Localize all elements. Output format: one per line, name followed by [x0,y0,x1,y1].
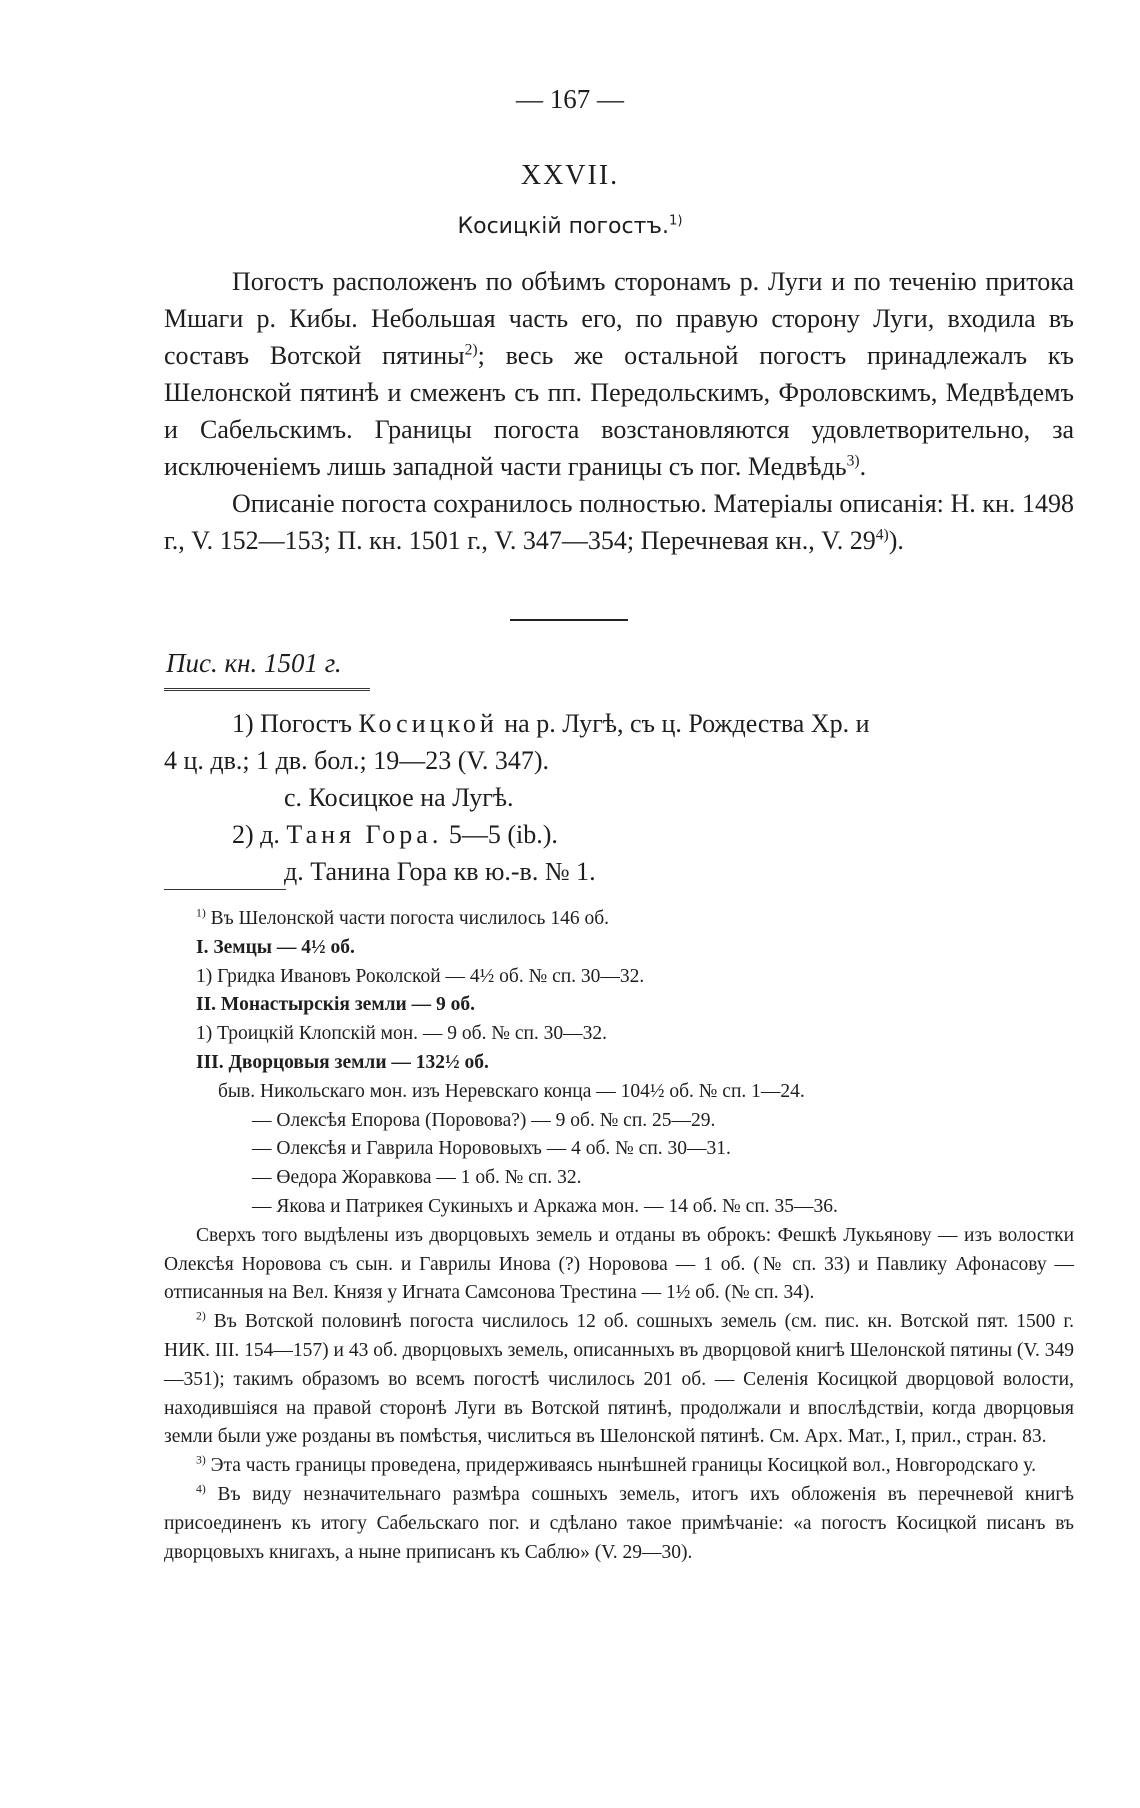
footnote-1-line-9: — Олексѣя и Гаврила Норововыхъ — 4 об. № сп. 30—31. [252,1138,731,1160]
footnote-rule [164,889,286,890]
section-heading-underline [164,688,370,691]
footnote-ref-2: 2) [464,341,478,359]
chapter-number: XXVII. [520,160,620,191]
main-text [164,263,1074,559]
footnote-1-line-5: 1) Троицкій Клопскій мон. — 9 об. № сп. 30—32. [196,1023,608,1045]
footnote-ref-1: 1) [668,213,683,229]
entries-list [164,705,1074,890]
footnote-1-line-1 [164,905,1074,934]
paragraph-2-text: Описаніе погоста сохранилось полностью. Матеріалы описанія: Н. кн. 1498 г., V. 152—153; П. кн. 1501 г., V. 347—354; Перечневая кн., V. 29 [164,489,1074,555]
footnote-ref-4: 4) [875,526,889,544]
footnote-1-line-10: — Өедора Жоравкова — 1 об. № сп. 32. [252,1167,582,1189]
entry-1-line-3: с. Косицкое на Лугѣ. [284,783,514,812]
paragraph-1-text-a: Погостъ расположенъ по обѣимъ сторонамъ р. Луги и по теченію притока Мшаги р. Кибы. Небольшая часть его, по правую сторону Луги, входила въ составъ Вотской пятины [164,267,1074,370]
entry-2-line-1 [164,816,1074,853]
footnote-1-line-6: III. Дворцовыя земли — 132½ об. [196,1051,489,1073]
entry-1-line-2: 4 ц. дв.; 1 дв. бол.; 19—23 (V. 347). [164,746,549,775]
footnote-4-mark: 4) [196,1482,206,1496]
footnote-2-text: Въ Вотской половинѣ погоста числилось 12 об. сошныхъ земель (см. пис. кн. Вотской пят. 1500 г. НИК. III. 154—157) и 43 об. дворцовыхъ земель, описанныхъ въ дворцовой книгѣ Шелонской пятины (V. 349—351); такимъ образомъ во всемъ погостѣ числилось 201 об. — Селенія Косицкой дворцовой волости, находившіяся на правой сторонѣ Луги въ Вотской пятинѣ, продолжали и впослѣдствіи, когда дворцовыя земли были уже розданы въ помѣстья, числиться въ Шелонской пятинѣ. См. Арх. Мат., I, прил., стран. 83. [164,1311,1074,1448]
footnote-4-text: Въ виду незначительнаго размѣра сошныхъ земель, итогъ ихъ обложенія въ перечневой книгѣ присоединенъ къ итогу Сабельскаго пог. и сдѣлано такое примѣчаніе: «а погостъ Косицкой писанъ въ дворцовыхъ книгахъ, а ныне приписанъ къ Саблю» (V. 29—30). [164,1483,1074,1563]
chapter-title-text: Косицкій погостъ. [457,214,669,239]
footnote-1-line-7: быв. Никольскаго мон. изъ Неревскаго конца — 104½ об. № сп. 1—24. [218,1080,805,1102]
page-number: — 167 — [516,84,624,114]
section-divider [510,619,628,621]
entry-2-number: 2) д. [232,820,280,849]
footnote-3-mark: 3) [196,1453,206,1467]
footnote-3-text: Эта часть границы проведена, придерживаясь нынѣшней границы Косицкой вол., Новгородскаго у. [210,1455,1036,1477]
paragraph-1-end: . [859,452,867,481]
footnote-1-line-4: II. Монастырскія земли — 9 об. [196,994,476,1016]
footnote-2 [164,1308,1074,1452]
section-heading: Пис. кн. 1501 г. [166,648,342,678]
chapter-title [0,214,1140,239]
entry-2-desc: 5—5 (ib.). [448,820,558,849]
footnote-2-mark: 2) [196,1309,206,1323]
entry-1-line-1 [164,705,1074,742]
entry-1-desc: на р. Лугѣ, съ ц. Рождества Хр. и [504,709,870,738]
paragraph-2 [164,485,1074,559]
footnote-ref-3: 3) [846,452,860,470]
footnote-1-line-8: — Олексѣя Епорова (Поровова?) — 9 об. № сп. 25—29. [252,1109,716,1131]
footnote-1-line-11: — Якова и Патрикея Сукиныхъ и Аркажа мон. — 14 об. № сп. 35—36. [252,1195,838,1217]
footnote-1-line-3: 1) Гридка Ивановъ Роколской — 4½ об. № сп. 30—32. [196,965,645,987]
entry-1-name: Косицкой [358,709,498,738]
footnote-4 [164,1481,1074,1567]
footnote-1-text: Въ Шелонской части погоста числилось 146 об. [210,908,609,929]
footnote-1-line-2: I. Земцы — 4½ об. [196,936,355,958]
entry-2-line-2: д. Танина Гора кв ю.-в. № 1. [284,857,596,886]
paragraph-2-end: ). [888,526,904,555]
paragraph-1-text-b: ; весь же остальной погостъ принадлежалъ къ Шелонской пятинѣ и смеженъ съ пп. Передольскимъ, Фроловскимъ, Медвѣдемъ и Сабельскимъ. Границы погоста возстановляются удовлетворительно, за исключеніемъ лишь западной части границы съ пог. Медвѣдь [164,341,1074,481]
paragraph-1 [164,263,1074,485]
footnotes [164,905,1074,1567]
footnote-3 [164,1452,1074,1481]
footnote-1-mark: 1) [196,906,206,920]
entry-2-name: Таня Гора. [286,820,443,849]
footnote-1-paragraph: Сверхъ того выдѣлены изъ дворцовыхъ земель и отданы въ оброкъ: Фешкѣ Лукьянову — изъ волостки Олексѣя Норовова съ сын. и Гаврилы Инова (?) Норовова — 1 об. (№ сп. 33) и Павлику Афонасову — отписанныя на Вел. Князя у Игната Самсонова Трестина — 1½ об. (№ сп. 34). [164,1224,1074,1304]
entry-1-number: 1) Погостъ [232,709,352,738]
